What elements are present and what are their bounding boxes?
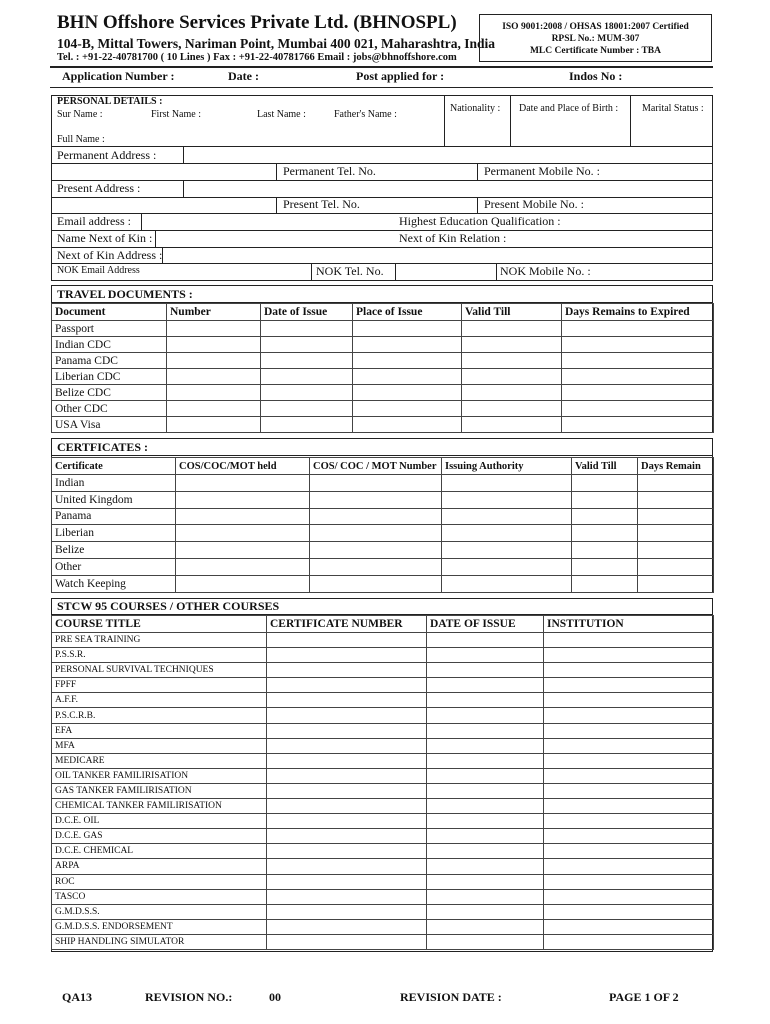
stcw-table xyxy=(51,615,714,950)
column-header: Date of Issue xyxy=(261,304,353,321)
column-header: Place of Issue xyxy=(353,304,462,321)
cert-line-2: RPSL No.: MUM-307 xyxy=(551,34,640,44)
nok-tel-label[interactable]: NOK Tel. No. xyxy=(316,264,384,278)
sur-name-label[interactable]: Sur Name : xyxy=(57,109,103,120)
column-header: INSTITUTION xyxy=(544,616,714,633)
entry-cell[interactable] xyxy=(572,491,638,508)
entry-cell[interactable] xyxy=(267,829,427,844)
entry-cell[interactable] xyxy=(638,508,714,525)
entry-cell[interactable] xyxy=(427,723,544,738)
row-label: A.F.F. xyxy=(52,693,267,708)
entry-cell[interactable] xyxy=(427,934,544,949)
course-row xyxy=(52,844,714,859)
certification-box xyxy=(479,14,712,62)
entry-cell[interactable] xyxy=(462,321,562,337)
entry-cell[interactable] xyxy=(544,648,714,663)
entry-cell[interactable] xyxy=(462,369,562,385)
row-label: OIL TANKER FAMILIRISATION xyxy=(52,768,267,783)
column-header: DATE OF ISSUE xyxy=(427,616,544,633)
entry-cell[interactable] xyxy=(176,475,310,492)
company-name: BHN Offshore Services Private Ltd. (BHNOSPL) xyxy=(57,12,457,33)
entry-cell[interactable] xyxy=(167,417,261,433)
nok-mobile-label[interactable]: NOK Mobile No. : xyxy=(500,264,591,278)
row-label: United Kingdom xyxy=(52,491,176,508)
entry-cell[interactable] xyxy=(267,799,427,814)
header-row xyxy=(52,458,714,475)
certificate-row xyxy=(52,508,714,525)
entry-cell[interactable] xyxy=(267,934,427,949)
present-tel-label[interactable]: Present Tel. No. xyxy=(283,197,360,211)
entry-cell[interactable] xyxy=(427,889,544,904)
entry-cell[interactable] xyxy=(427,753,544,768)
post-applied-label: Post applied for : xyxy=(356,69,445,83)
entry-cell[interactable] xyxy=(544,693,714,708)
course-row xyxy=(52,919,714,934)
entry-cell[interactable] xyxy=(267,678,427,693)
header-row xyxy=(52,304,714,321)
entry-cell[interactable] xyxy=(267,874,427,889)
entry-cell[interactable] xyxy=(462,353,562,369)
entry-cell[interactable] xyxy=(544,708,714,723)
entry-cell[interactable] xyxy=(544,874,714,889)
certificate-row xyxy=(52,525,714,542)
entry-cell[interactable] xyxy=(261,353,353,369)
entry-cell[interactable] xyxy=(167,369,261,385)
entry-cell[interactable] xyxy=(544,768,714,783)
entry-cell[interactable] xyxy=(462,417,562,433)
entry-cell[interactable] xyxy=(427,814,544,829)
row-label: Other xyxy=(52,558,176,575)
application-number-label: Application Number : xyxy=(62,69,175,83)
indos-label: Indos No : xyxy=(569,69,623,83)
course-row xyxy=(52,753,714,768)
entry-cell[interactable] xyxy=(176,491,310,508)
entry-cell[interactable] xyxy=(544,859,714,874)
row-label: Indian CDC xyxy=(52,337,167,353)
permanent-address-label[interactable]: Permanent Address : xyxy=(57,148,157,162)
column-header: COS/ COC / MOT Number xyxy=(310,458,442,475)
nok-name-label[interactable]: Name Next of Kin : xyxy=(57,231,153,245)
email-label[interactable]: Email address : xyxy=(57,214,131,228)
company-contact: Tel. : +91-22-40781700 ( 10 Lines ) Fax : +91-22-40781766 Email : jobs@bhnoffshore.com xyxy=(57,52,457,63)
entry-cell[interactable] xyxy=(353,401,462,417)
entry-cell[interactable] xyxy=(442,542,572,559)
entry-cell[interactable] xyxy=(442,491,572,508)
entry-cell[interactable] xyxy=(176,542,310,559)
entry-cell[interactable] xyxy=(638,525,714,542)
entry-cell[interactable] xyxy=(572,558,638,575)
entry-cell[interactable] xyxy=(267,859,427,874)
row-label: Indian xyxy=(52,475,176,492)
revision-date-label: REVISION DATE : xyxy=(400,990,502,1004)
present-address-label[interactable]: Present Address : xyxy=(57,181,141,195)
row-label: D.C.E. CHEMICAL xyxy=(52,844,267,859)
row-label: Belize xyxy=(52,542,176,559)
header-row xyxy=(52,616,714,633)
entry-cell[interactable] xyxy=(176,575,310,592)
nationality-label[interactable]: Nationality : xyxy=(450,103,501,114)
entry-cell[interactable] xyxy=(267,723,427,738)
entry-cell[interactable] xyxy=(267,753,427,768)
entry-cell[interactable] xyxy=(544,919,714,934)
course-row xyxy=(52,708,714,723)
form-code: QA13 xyxy=(62,990,92,1004)
entry-cell[interactable] xyxy=(572,542,638,559)
entry-cell[interactable] xyxy=(442,575,572,592)
row-label: Liberian CDC xyxy=(52,369,167,385)
entry-cell[interactable] xyxy=(462,385,562,401)
entry-cell[interactable] xyxy=(544,678,714,693)
entry-cell[interactable] xyxy=(427,693,544,708)
revision-no-value: 00 xyxy=(269,990,281,1004)
entry-cell[interactable] xyxy=(544,829,714,844)
entry-cell[interactable] xyxy=(544,753,714,768)
entry-cell[interactable] xyxy=(167,385,261,401)
course-row xyxy=(52,783,714,798)
entry-cell[interactable] xyxy=(353,321,462,337)
entry-cell[interactable] xyxy=(638,475,714,492)
entry-cell[interactable] xyxy=(427,859,544,874)
entry-cell[interactable] xyxy=(442,558,572,575)
course-row xyxy=(52,648,714,663)
entry-cell[interactable] xyxy=(267,919,427,934)
row-label: MEDICARE xyxy=(52,753,267,768)
course-row xyxy=(52,874,714,889)
entry-cell[interactable] xyxy=(261,385,353,401)
row-label: D.C.E. OIL xyxy=(52,814,267,829)
column-header: Issuing Authority xyxy=(442,458,572,475)
entry-cell[interactable] xyxy=(267,904,427,919)
travel-row xyxy=(52,369,714,385)
row-label: EFA xyxy=(52,723,267,738)
column-header: Valid Till xyxy=(572,458,638,475)
column-header: Valid Till xyxy=(462,304,562,321)
entry-cell[interactable] xyxy=(544,738,714,753)
travel-row xyxy=(52,401,714,417)
entry-cell[interactable] xyxy=(310,575,442,592)
permanent-mobile-label[interactable]: Permanent Mobile No. : xyxy=(484,164,600,178)
course-row xyxy=(52,799,714,814)
row-label: CHEMICAL TANKER FAMILIRISATION xyxy=(52,799,267,814)
row-label: Liberian xyxy=(52,525,176,542)
cert-line-3: MLC Certificate Number : TBA xyxy=(529,46,662,56)
entry-cell[interactable] xyxy=(427,799,544,814)
entry-cell[interactable] xyxy=(261,337,353,353)
entry-cell[interactable] xyxy=(572,475,638,492)
company-address: 104-B, Mittal Towers, Nariman Point, Mumbai 400 021, Maharashtra, India xyxy=(57,36,496,51)
entry-cell[interactable] xyxy=(638,575,714,592)
entry-cell[interactable] xyxy=(261,369,353,385)
entry-cell[interactable] xyxy=(544,783,714,798)
entry-cell[interactable] xyxy=(427,844,544,859)
entry-cell[interactable] xyxy=(353,417,462,433)
course-row xyxy=(52,723,714,738)
nok-email-label[interactable]: NOK Email Address xyxy=(57,265,140,276)
entry-cell[interactable] xyxy=(176,558,310,575)
entry-cell[interactable] xyxy=(638,491,714,508)
entry-cell[interactable] xyxy=(562,385,714,401)
entry-cell[interactable] xyxy=(427,678,544,693)
entry-cell[interactable] xyxy=(562,369,714,385)
present-mobile-label[interactable]: Present Mobile No. : xyxy=(484,197,584,211)
entry-cell[interactable] xyxy=(267,648,427,663)
entry-cell[interactable] xyxy=(544,663,714,678)
entry-cell[interactable] xyxy=(442,508,572,525)
course-row xyxy=(52,814,714,829)
full-name-label[interactable]: Full Name : xyxy=(57,134,105,145)
travel-row xyxy=(52,337,714,353)
entry-cell[interactable] xyxy=(427,708,544,723)
row-label: MFA xyxy=(52,738,267,753)
date-label: Date : xyxy=(228,69,259,83)
row-label: Belize CDC xyxy=(52,385,167,401)
certificate-row xyxy=(52,491,714,508)
entry-cell[interactable] xyxy=(638,558,714,575)
travel-row xyxy=(52,353,714,369)
entry-cell[interactable] xyxy=(267,889,427,904)
course-row xyxy=(52,889,714,904)
entry-cell[interactable] xyxy=(544,723,714,738)
travel-documents-table xyxy=(51,303,714,433)
nok-relation-label[interactable]: Next of Kin Relation : xyxy=(399,231,507,245)
nok-address-label[interactable]: Next of Kin Address : xyxy=(57,248,163,262)
row-label: USA Visa xyxy=(52,417,167,433)
row-label: TASCO xyxy=(52,889,267,904)
travel-row xyxy=(52,385,714,401)
row-label: P.S.S.R. xyxy=(52,648,267,663)
row-label: FPFF xyxy=(52,678,267,693)
header-rule xyxy=(50,66,713,68)
entry-cell[interactable] xyxy=(353,369,462,385)
entry-cell[interactable] xyxy=(353,337,462,353)
entry-cell[interactable] xyxy=(544,799,714,814)
entry-cell[interactable] xyxy=(261,417,353,433)
entry-cell[interactable] xyxy=(267,768,427,783)
entry-cell[interactable] xyxy=(267,814,427,829)
entry-cell[interactable] xyxy=(427,648,544,663)
entry-cell[interactable] xyxy=(427,738,544,753)
entry-cell[interactable] xyxy=(427,783,544,798)
entry-cell[interactable] xyxy=(562,337,714,353)
certificate-row xyxy=(52,542,714,559)
personal-heading: PERSONAL DETAILS : xyxy=(57,96,163,107)
column-header: COURSE TITLE xyxy=(52,616,267,633)
entry-cell[interactable] xyxy=(427,663,544,678)
entry-cell[interactable] xyxy=(267,633,427,648)
course-row xyxy=(52,904,714,919)
certificate-row xyxy=(52,575,714,592)
education-label[interactable]: Highest Education Qualification : xyxy=(399,214,561,228)
row-label: D.C.E. GAS xyxy=(52,829,267,844)
course-row xyxy=(52,633,714,648)
entry-cell[interactable] xyxy=(638,542,714,559)
course-row xyxy=(52,859,714,874)
entry-cell[interactable] xyxy=(167,353,261,369)
entry-cell[interactable] xyxy=(310,475,442,492)
entry-cell[interactable] xyxy=(267,844,427,859)
entry-cell[interactable] xyxy=(267,663,427,678)
certificate-row xyxy=(52,558,714,575)
entry-cell[interactable] xyxy=(572,508,638,525)
course-row xyxy=(52,738,714,753)
entry-cell[interactable] xyxy=(544,844,714,859)
entry-cell[interactable] xyxy=(353,353,462,369)
entry-cell[interactable] xyxy=(167,401,261,417)
course-row xyxy=(52,693,714,708)
entry-cell[interactable] xyxy=(442,525,572,542)
row-label: Watch Keeping xyxy=(52,575,176,592)
cert-line-1: ISO 9001:2008 / OHSAS 18001:2007 Certified xyxy=(502,22,689,32)
entry-cell[interactable] xyxy=(261,321,353,337)
entry-cell[interactable] xyxy=(544,889,714,904)
certificates-table xyxy=(51,457,714,593)
row-label: ARPA xyxy=(52,859,267,874)
entry-cell[interactable] xyxy=(267,693,427,708)
marital-status-label[interactable]: Marital Status : xyxy=(642,103,704,114)
column-header: Certificate xyxy=(52,458,176,475)
certificate-row xyxy=(52,475,714,492)
entry-cell[interactable] xyxy=(572,525,638,542)
column-header: Number xyxy=(167,304,261,321)
entry-cell[interactable] xyxy=(353,385,462,401)
travel-row xyxy=(52,417,714,433)
column-header: COS/COC/MOT held xyxy=(176,458,310,475)
course-row xyxy=(52,934,714,949)
entry-cell[interactable] xyxy=(562,417,714,433)
column-header: Days Remain xyxy=(638,458,714,475)
course-row xyxy=(52,768,714,783)
row-label: PERSONAL SURVIVAL TECHNIQUES xyxy=(52,663,267,678)
entry-cell[interactable] xyxy=(427,904,544,919)
app-row-rule xyxy=(50,87,713,88)
row-label: Other CDC xyxy=(52,401,167,417)
entry-cell[interactable] xyxy=(562,401,714,417)
entry-cell[interactable] xyxy=(572,575,638,592)
row-label: G.M.D.S.S. ENDORSEMENT xyxy=(52,919,267,934)
row-label: ROC xyxy=(52,874,267,889)
entry-cell[interactable] xyxy=(442,475,572,492)
entry-cell[interactable] xyxy=(267,708,427,723)
column-header: Days Remains to Expired xyxy=(562,304,714,321)
entry-cell[interactable] xyxy=(544,904,714,919)
entry-cell[interactable] xyxy=(310,525,442,542)
page-number: PAGE 1 OF 2 xyxy=(609,990,679,1004)
entry-cell[interactable] xyxy=(562,353,714,369)
row-label: Panama xyxy=(52,508,176,525)
entry-cell[interactable] xyxy=(167,321,261,337)
stcw-heading: STCW 95 COURSES / OTHER COURSES xyxy=(57,599,280,613)
row-label: Passport xyxy=(52,321,167,337)
column-header: CERTIFICATE NUMBER xyxy=(267,616,427,633)
row-label: PRE SEA TRAINING xyxy=(52,633,267,648)
row-label: Panama CDC xyxy=(52,353,167,369)
course-row xyxy=(52,663,714,678)
entry-cell[interactable] xyxy=(427,829,544,844)
entry-cell[interactable] xyxy=(427,768,544,783)
entry-cell[interactable] xyxy=(427,874,544,889)
travel-heading: TRAVEL DOCUMENTS : xyxy=(57,287,193,301)
first-name-label[interactable]: First Name : xyxy=(151,109,201,120)
entry-cell[interactable] xyxy=(310,491,442,508)
row-label: G.M.D.S.S. xyxy=(52,904,267,919)
entry-cell[interactable] xyxy=(310,558,442,575)
course-row xyxy=(52,829,714,844)
entry-cell[interactable] xyxy=(176,525,310,542)
row-label: GAS TANKER FAMILIRISATION xyxy=(52,783,267,798)
permanent-tel-label[interactable]: Permanent Tel. No. xyxy=(283,164,376,178)
entry-cell[interactable] xyxy=(267,738,427,753)
entry-cell[interactable] xyxy=(167,337,261,353)
dob-label[interactable]: Date and Place of Birth : xyxy=(519,103,619,114)
entry-cell[interactable] xyxy=(267,783,427,798)
row-label: P.S.C.R.B. xyxy=(52,708,267,723)
entry-cell[interactable] xyxy=(462,401,562,417)
entry-cell[interactable] xyxy=(544,633,714,648)
travel-row xyxy=(52,321,714,337)
course-row xyxy=(52,678,714,693)
revision-no-label: REVISION NO.: xyxy=(145,990,233,1004)
entry-cell[interactable] xyxy=(310,508,442,525)
column-header: Document xyxy=(52,304,167,321)
entry-cell[interactable] xyxy=(562,321,714,337)
entry-cell[interactable] xyxy=(462,337,562,353)
entry-cell[interactable] xyxy=(176,508,310,525)
entry-cell[interactable] xyxy=(261,401,353,417)
entry-cell[interactable] xyxy=(310,542,442,559)
entry-cell[interactable] xyxy=(427,919,544,934)
entry-cell[interactable] xyxy=(544,934,714,949)
certificates-heading: CERTFICATES : xyxy=(57,440,149,454)
entry-cell[interactable] xyxy=(544,814,714,829)
row-label: SHIP HANDLING SIMULATOR xyxy=(52,934,267,949)
last-name-label[interactable]: Last Name : xyxy=(257,109,306,120)
fathers-name-label[interactable]: Father's Name : xyxy=(334,109,397,120)
entry-cell[interactable] xyxy=(427,633,544,648)
